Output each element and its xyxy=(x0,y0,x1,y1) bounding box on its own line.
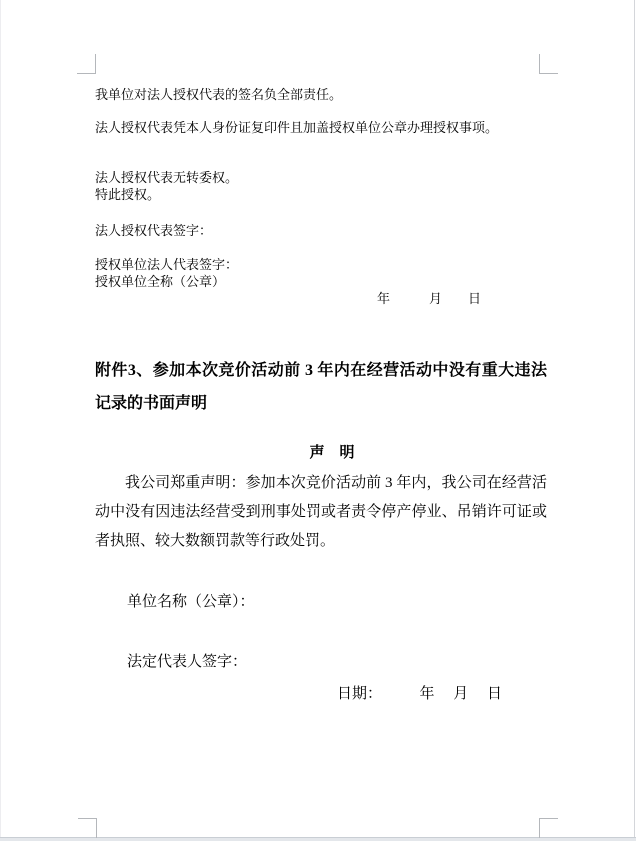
no-subdelegation-line: 法人授权代表无转委权。 xyxy=(95,170,239,185)
declaration-title: 声 明 xyxy=(309,445,355,461)
rep-signature-label: 法人授权代表签字： xyxy=(95,223,213,238)
unit-name-seal-label: 单位名称（公章）： xyxy=(127,594,255,610)
authorization-section xyxy=(95,86,547,307)
declaration-date-line: 日期： 年 月 日 xyxy=(337,686,503,702)
unit-full-name-seal-label: 授权单位全称（公章） xyxy=(95,274,226,289)
margin-mark-bottom-left xyxy=(78,818,97,838)
page-edge-left xyxy=(0,0,1,837)
responsibility-line: 我单位对法人授权代表的签名负全部责任。 xyxy=(95,87,343,102)
authorization-date-blank-line: 年 月 日 xyxy=(377,291,482,306)
legal-rep-signature-label: 法定代表人签字： xyxy=(127,654,248,670)
unit-legal-rep-signature-label: 授权单位法人代表签字： xyxy=(95,257,239,272)
margin-mark-bottom-right xyxy=(539,818,558,838)
attachment3-heading: 附件3、参加本次竞价活动前 3 年内在经营活动中没有重大违法记录的书面声明 xyxy=(95,362,547,412)
id-copy-line: 法人授权代表凭本人身份证复印件且加盖授权单位公章办理授权事项。 xyxy=(95,120,499,135)
page-edge-right xyxy=(634,0,635,837)
margin-mark-top-right xyxy=(539,54,558,74)
declaration-body: 我公司郑重声明：参加本次竞价活动前 3 年内，我公司在经营活动中没有因违法经营受到刑事处罚或者责令停产停业、吊销许可证或者执照、较大数额罚款等行政处罚。 xyxy=(95,475,547,549)
hereby-authorize-line: 特此授权。 xyxy=(95,187,161,202)
margin-mark-top-left xyxy=(77,54,96,74)
